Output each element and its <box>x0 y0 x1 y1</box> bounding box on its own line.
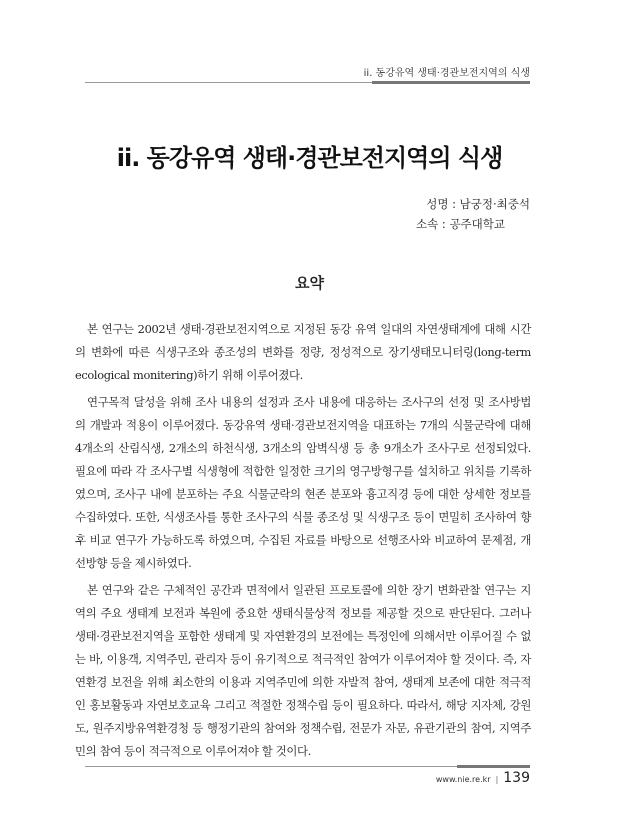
summary-body <box>75 318 531 767</box>
footer-separator: | <box>495 775 499 784</box>
page-title: ii. 동강유역 생태·경관보전지역의 식생 <box>116 144 503 172</box>
footer-accent-bar <box>457 765 530 768</box>
header-accent-bar <box>372 81 530 84</box>
authors: 성명 : 남궁정·최중석 <box>426 197 530 211</box>
summary-paragraph: 본 연구와 같은 구체적인 공간과 면적에서 일관된 프로토콜에 의한 장기 변화관찰 연구는 지역의 주요 생태계 보전과 복원에 중요한 생태식물상적 정보를 제공할 것으로 판단된다. 그러나 생태·경관보전지역을 포함한 생태계 및 자연환경의 보전에는 특정인에 의해서만 이루어질 수 없는 바, 이용객, 지역주민, 관리자 등이 유기적으로 적극적인 참여가 이루어져야 할 것이다. 즉, 자연환경 보전을 위해 최소한의 이용과 지역주민에 의한 자발적 참여, 생태계 보존에 대한 적극적인 홍보활동과 자연보호교육 그리고 적절한 정책수립 등이 필요하다. 따라서, 해당 지자체, 강원도, 원주지방유역환경청 등 행정기관의 참여와 정책수립, 전문가 자문, 유관기관의 참여, 지역주민의 참여 등이 적극적으로 이루어져야 할 것이다. <box>75 583 531 758</box>
summary-heading: 요약 <box>295 274 324 292</box>
footer <box>436 770 530 786</box>
footer-url: www.nie.re.kr <box>435 775 491 784</box>
page-number: 139 <box>503 770 530 786</box>
affiliation: 소속 : 공주대학교 <box>416 217 505 231</box>
running-head: ii. 동강유역 생태·경관보전지역의 식생 <box>363 68 530 79</box>
summary-paragraph: 연구목적 달성을 위해 조사 내용의 설정과 조사 내용에 대응하는 조사구의 선정 및 조사방법의 개발과 적용이 이루어졌다. 동강유역 생태·경관보전지역을 대표하는 7개의 식물군락에 대해 4개소의 산림식생, 2개소의 하천식생, 3개소의 암벽식생 등 총 9개소가 조사구로 선정되었다. 필요에 따라 각 조사구별 식생형에 적합한 일정한 크기의 영구방형구를 설치하고 위치를 기록하였으며, 조사구 내에 분포하는 주요 식물군락의 현존 분포와 흉고직경 등에 대한 상세한 정보를 수집하였다. 또한, 식생조사를 통한 조사구의 식물 종조성 및 식생구조 등이 면밀히 조사하여 향후 비교 연구가 가능하도록 하였으며, 수집된 자료를 바탕으로 선행조사와 비교하여 문제점, 개선방향 등을 제시하였다. <box>75 395 531 570</box>
summary-paragraph: 본 연구는 2002년 생태·경관보전지역으로 지정된 동강 유역 일대의 자연생태계에 대해 시간의 변화에 따른 식생구조와 종조성의 변화를 정량, 정성적으로 장기생태모니터링(long-term ecological monitering)하기 위해 이루어졌다. <box>75 322 531 382</box>
